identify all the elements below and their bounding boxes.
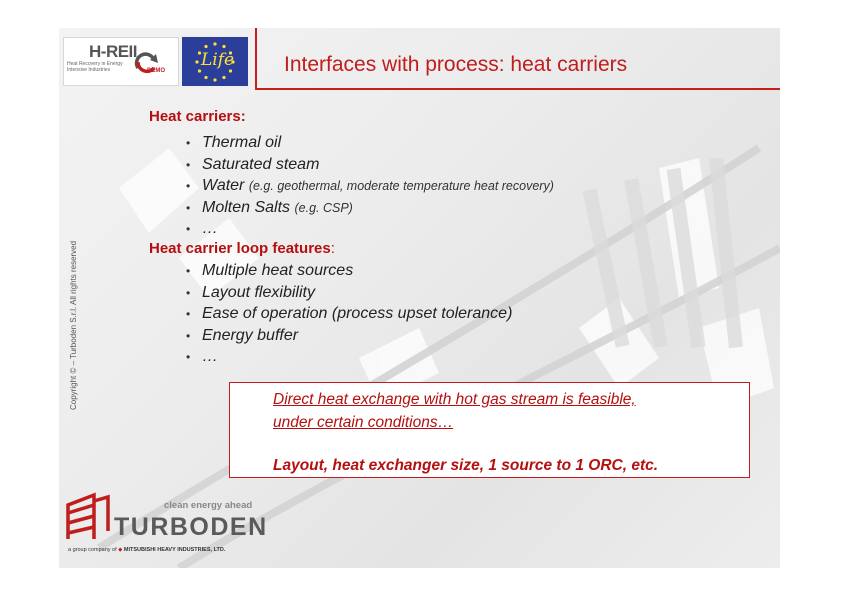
list-item-text: Layout flexibility [202, 283, 315, 301]
section-heading-text: Heat carrier loop features [149, 240, 331, 257]
list-item-text: Multiple heat sources [202, 262, 354, 279]
list-item-text: … [202, 220, 218, 238]
group-company-line [68, 547, 225, 553]
callout-line-2: under certain conditions… [273, 414, 454, 431]
bullet-icon: • [186, 222, 191, 237]
list-item [186, 346, 512, 368]
hreii-logo-title: H-REII [89, 42, 137, 61]
hreii-demo-badge: DEMO [147, 68, 165, 74]
list-item-text: Ease of operation (process upset tolerance) [202, 305, 513, 323]
page-title: Interfaces with process: heat carriers [284, 53, 628, 76]
callout-line-1: Direct heat exchange with hot gas stream is feasible, [273, 391, 636, 408]
bullet-icon: • [186, 157, 191, 172]
section-heading-colon: : [330, 240, 335, 257]
copyright-text: Copyright © – Turboden S.r.l. All rights reserved [69, 240, 78, 410]
turboden-emblem-icon [62, 491, 114, 543]
list-item [186, 325, 512, 347]
heat-carriers-list [186, 132, 554, 240]
list-item-text: Thermal oil [202, 134, 282, 151]
list-item-text: … [202, 348, 218, 366]
section-heading-loop-features [149, 240, 335, 257]
section-heading-heat-carriers: Heat carriers: [149, 108, 246, 125]
list-item [186, 260, 512, 282]
list-item [186, 282, 512, 304]
list-item-text: Saturated steam [202, 155, 320, 173]
life-logo-word: Life [201, 50, 235, 70]
bullet-icon: • [186, 200, 191, 215]
loop-features-list [186, 260, 512, 368]
eu-life-logo [182, 37, 248, 86]
list-item [186, 175, 554, 197]
bullet-icon: • [186, 350, 191, 365]
bullet-icon: • [186, 307, 191, 322]
list-item-text: Water [202, 177, 245, 195]
hreii-logo [63, 37, 179, 86]
brand-tagline: clean energy ahead [164, 500, 253, 511]
bullet-icon: • [186, 136, 191, 150]
list-item [186, 303, 512, 325]
list-item-text: Energy buffer [202, 326, 299, 344]
list-item [186, 197, 554, 219]
list-item-note: (e.g. geothermal, moderate temperature heat recovery) [248, 179, 554, 194]
header-divider-vertical [255, 28, 257, 90]
list-item [186, 218, 554, 240]
list-item-note: (e.g. CSP) [294, 200, 353, 215]
header-divider-horizontal [255, 88, 780, 90]
list-item [186, 154, 554, 176]
callout-line-3: Layout, heat exchanger size, 1 source to 1 ORC, etc. [273, 457, 659, 474]
group-prefix: a group company of [68, 547, 117, 553]
turboden-logo [62, 487, 268, 562]
bullet-icon: • [186, 264, 191, 278]
hreii-logo-subtitle: Heat Recovery in Energy Intensive Industries [67, 61, 123, 73]
bullet-icon: • [186, 179, 191, 194]
callout-box [229, 382, 750, 478]
bullet-icon: • [186, 328, 191, 343]
list-item-text: Molten Salts [202, 198, 291, 216]
bullet-icon: • [186, 285, 191, 300]
group-company-name: MITSUBISHI HEAVY INDUSTRIES, LTD. [123, 547, 226, 553]
brand-name: TURBODEN [114, 513, 268, 541]
list-item [186, 132, 554, 154]
mitsubishi-diamonds-icon: ◆ [118, 547, 123, 553]
